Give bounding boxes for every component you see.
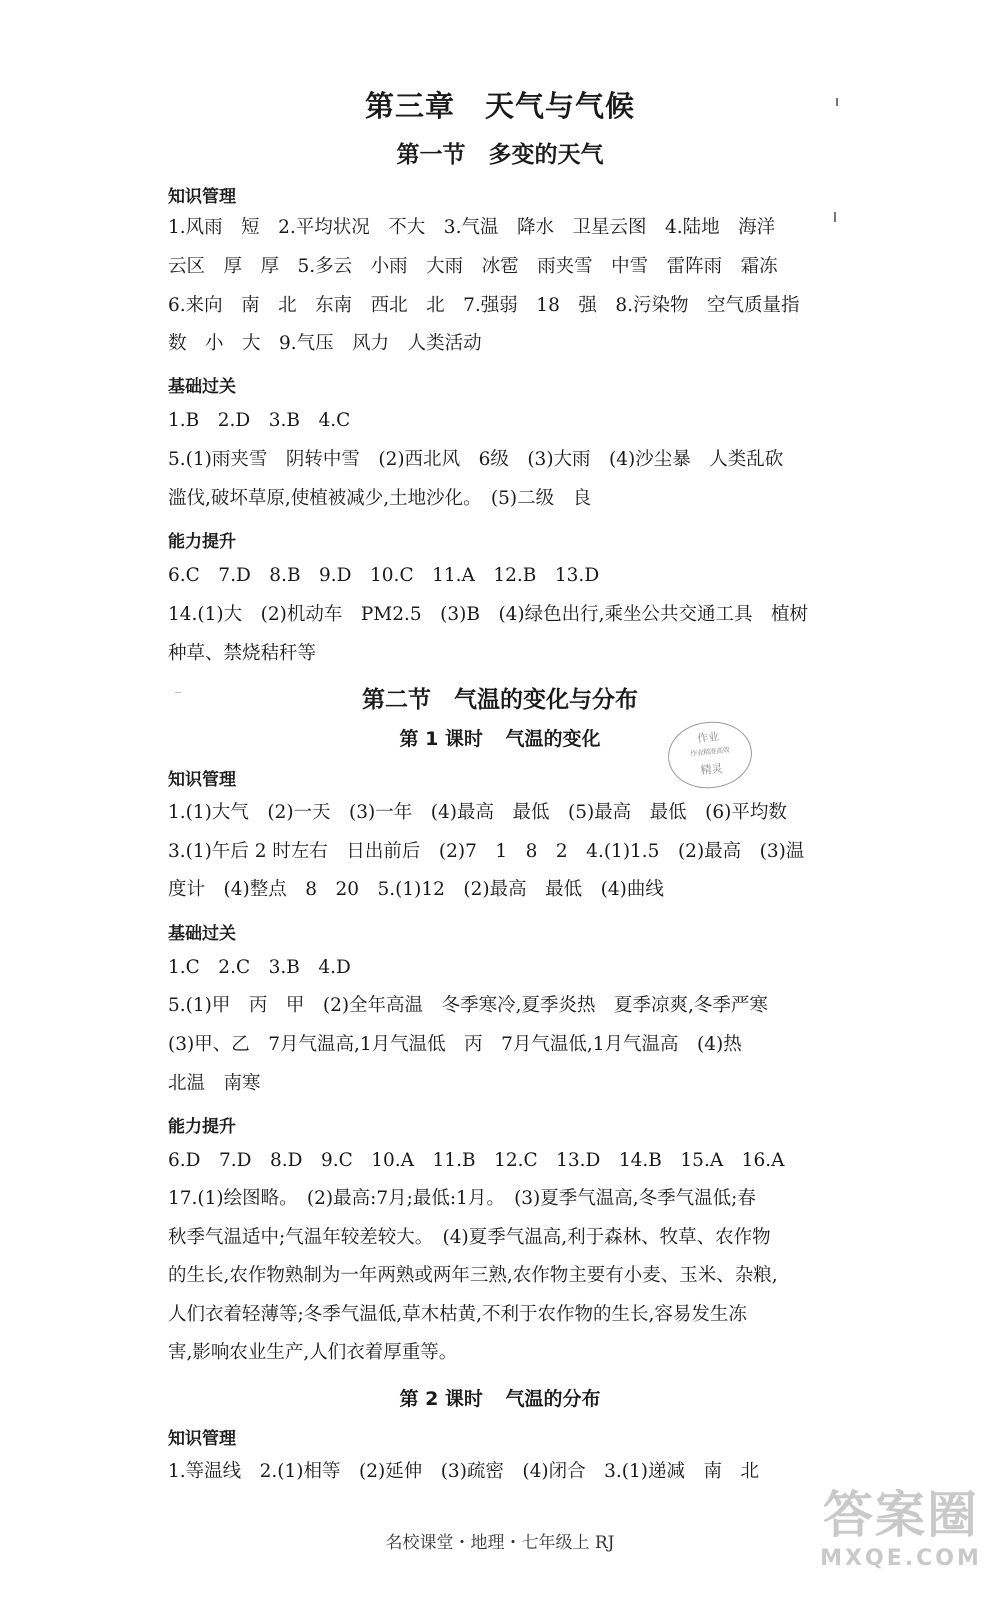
heading-knowledge: 知识管理 [168,770,236,790]
heading-basic: 基础过关 [168,924,236,944]
text-line: 种草、禁烧秸秆等 [168,643,317,664]
lesson-title-1 [0,724,1000,751]
lesson-label: 第 1 课时 [399,728,483,750]
heading-knowledge: 知识管理 [168,187,236,207]
section-title-2: 第二节 气温的变化与分布 [362,687,638,713]
text-line: 1.C 2.C 3.B 4.D [168,957,351,978]
heading-ability: 能力提升 [168,1117,236,1137]
watermark-logo: 答案圈 MXQE.COM [820,1486,982,1571]
lesson-title-2 [0,1384,1000,1411]
text-line: 云区 厚 厚 5.多云 小雨 大雨 冰雹 雨夹雪 中雪 雷阵雨 霜冻 [168,256,778,277]
text-line: 5.(1)雨夹雪 阴转中雪 (2)西北风 6级 (3)大雨 (4)沙尘暴 人类乱砍 [168,449,784,470]
text-line: 1.等温线 2.(1)相等 (2)延伸 (3)疏密 (4)闭合 3.(1)递减 南 北 [168,1461,759,1482]
lesson-name: 气温的变化 [505,728,601,750]
text-line: 1.B 2.D 3.B 4.C [168,410,351,431]
scan-mark [834,212,836,222]
text-line: 害,影响农业生产,人们衣着厚重等。 [168,1342,458,1363]
heading-knowledge: 知识管理 [168,1429,236,1449]
lesson-name: 气温的分布 [505,1388,601,1410]
text-line: 6.D 7.D 8.D 9.C 10.A 11.B 12.C 13.D 14.B 15.A 16.A [168,1150,785,1171]
text-line: 6.来向 南 北 东南 西北 北 7.强弱 18 强 8.污染物 空气质量指 [168,295,800,316]
text-line: 5.(1)甲 丙 甲 (2)全年高温 冬季寒冷,夏季炎热 夏季凉爽,冬季严寒 [168,995,768,1016]
text-line: 14.(1)大 (2)机动车 PM2.5 (3)B (4)绿色出行,乘坐公共交通工具 植树 [168,604,809,625]
scan-mark [836,98,838,106]
stamp-seal: 作业 作业精准高效 精灵 [665,718,755,792]
text-line: 北温 南寒 [168,1073,261,1094]
chapter-title: 第三章 天气与气候 [364,89,635,123]
text-line: 的生长,农作物熟制为一年两熟或两年三熟,农作物主要有小麦、玉米、杂粮, [168,1265,778,1286]
lesson-label: 第 2 课时 [399,1388,483,1410]
text-line: 1.(1)大气 (2)一天 (3)一年 (4)最高 最低 (5)最高 最低 (6)平均数 [168,802,787,823]
text-line: (3)甲、乙 7月气温高,1月气温低 丙 7月气温低,1月气温高 (4)热 [168,1034,742,1055]
text-line: 3.(1)午后 2 时左右 日出前后 (2)7 1 8 2 4.(1)1.5 (2)最高 (3)温 [168,841,805,862]
heading-ability: 能力提升 [168,532,236,552]
page-footer: 名校课堂・地理・七年级上 RJ [385,1533,615,1553]
text-line: 度计 (4)整点 8 20 5.(1)12 (2)最高 最低 (4)曲线 [168,879,664,900]
section-title-1: 第一节 多变的天气 [396,142,604,168]
heading-basic: 基础过关 [168,377,236,397]
text-line: 6.C 7.D 8.B 9.D 10.C 11.A 12.B 13.D [168,565,600,586]
text-line: 1.风雨 短 2.平均状况 不大 3.气温 降水 卫星云图 4.陆地 海洋 [168,217,776,238]
text-line: 秋季气温适中;气温年较差较大。 (4)夏季气温高,利于森林、牧草、农作物 [168,1227,771,1248]
text-line: 人们衣着轻薄等;冬季气温低,草木枯黄,不利于农作物的生长,容易发生冻 [168,1304,747,1325]
text-line: 滥伐,破坏草原,使植被减少,土地沙化。 (5)二级 良 [168,488,592,509]
text-line: 17.(1)绘图略。 (2)最高:7月;最低:1月。 (3)夏季气温高,冬季气温低;春 [168,1188,756,1209]
text-line: 数 小 大 9.气压 风力 人类活动 [168,333,482,354]
